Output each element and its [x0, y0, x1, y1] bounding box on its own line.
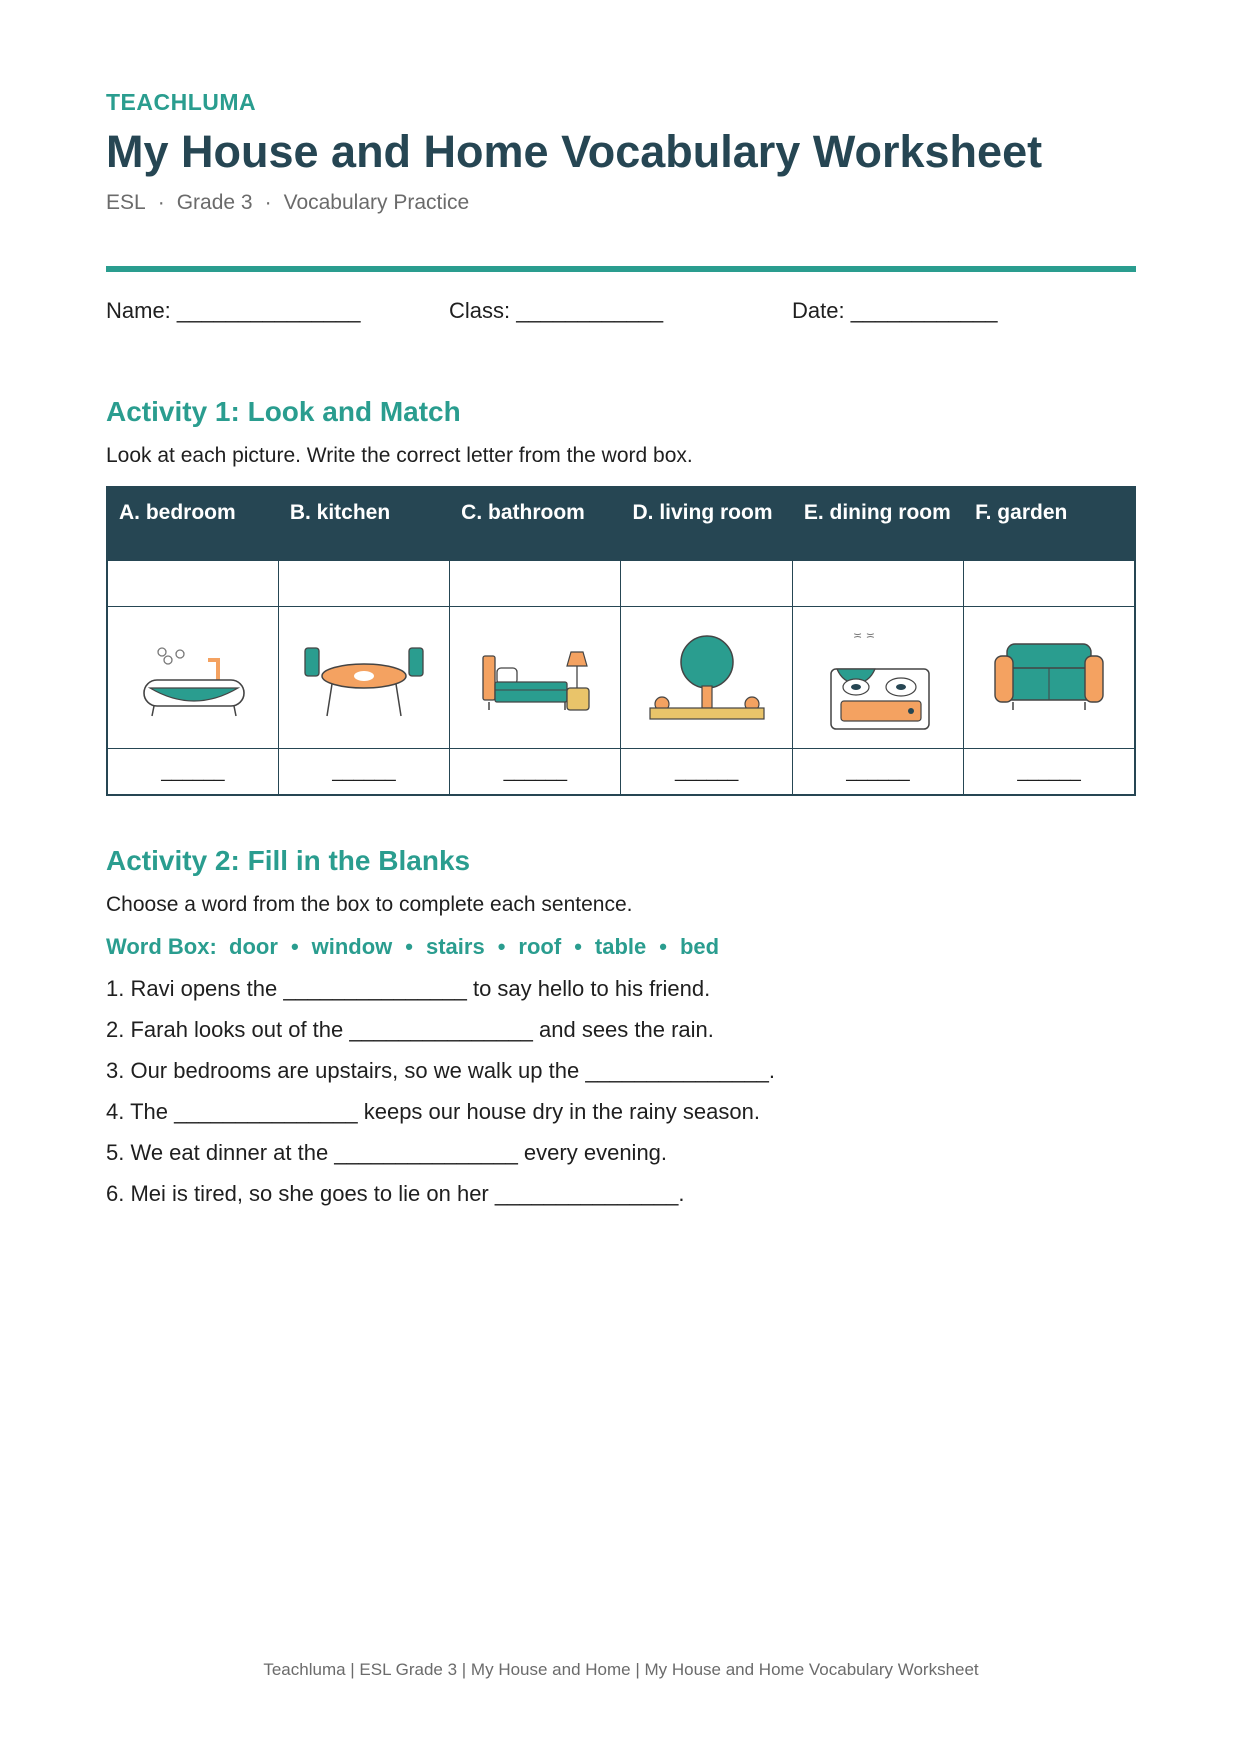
sentence-item: 5. We eat dinner at the _______________ every evening. — [106, 1140, 668, 1165]
column-header: F. garden — [964, 487, 1135, 561]
sentence-item: 6. Mei is tired, so she goes to lie on her _______________. — [106, 1181, 685, 1206]
page-footer: Teachluma | ESL Grade 3 | My House and Home | My House and Home Vocabulary Worksheet — [263, 1660, 979, 1679]
sentence-item: 2. Farah looks out of the _______________ and sees the rain. — [106, 1017, 714, 1042]
tree-icon — [642, 634, 772, 722]
dining-table-icon — [299, 638, 429, 718]
name-field[interactable]: Name: _______________ — [106, 298, 361, 323]
column-header: B. kitchen — [278, 487, 449, 561]
bed-icon — [475, 638, 595, 718]
blank-cell — [621, 561, 792, 607]
picture-cell — [450, 607, 621, 749]
answer-blank[interactable]: ______ — [964, 749, 1135, 796]
picture-cell — [621, 607, 792, 749]
answer-blank[interactable]: ______ — [107, 749, 278, 796]
picture-cell — [964, 607, 1135, 749]
answer-blank[interactable]: ______ — [792, 749, 963, 796]
sentence-item: 4. The _______________ keeps our house dry in the rainy season. — [106, 1099, 760, 1124]
meta-grade: Grade 3 — [176, 191, 253, 214]
svg-text:≍ ≍: ≍ ≍ — [852, 628, 875, 642]
blank-row — [107, 561, 1135, 607]
meta-separator: · — [264, 191, 272, 214]
sofa-icon — [991, 638, 1107, 718]
page-title: My House and Home Vocabulary Worksheet — [106, 126, 1043, 177]
word-box-label: Word Box: — [106, 934, 217, 959]
meta-subject: ESL — [106, 191, 146, 214]
word-item: stairs — [426, 934, 485, 959]
activity2-instruction: Choose a word from the box to complete each sentence. — [106, 893, 633, 916]
activity2-heading: Activity 2: Fill in the Blanks — [106, 845, 471, 876]
answer-row — [107, 749, 1135, 796]
match-table — [106, 486, 1136, 796]
answer-blank[interactable]: ______ — [621, 749, 792, 796]
word-separator: • — [497, 934, 506, 959]
blank-cell — [964, 561, 1135, 607]
word-item: roof — [518, 934, 562, 959]
answer-blank[interactable]: ______ — [278, 749, 449, 796]
meta-topic: Vocabulary Practice — [283, 191, 470, 214]
stove-icon — [823, 625, 933, 731]
word-box — [106, 934, 719, 960]
subtitle-meta — [106, 191, 469, 215]
bathtub-icon — [138, 638, 248, 718]
word-item: window — [311, 934, 393, 959]
picture-cell — [278, 607, 449, 749]
blank-cell — [107, 561, 278, 607]
column-header: A. bedroom — [107, 487, 278, 561]
word-item: bed — [679, 934, 720, 959]
activity1-heading: Activity 1: Look and Match — [106, 396, 461, 427]
column-header: D. living room — [621, 487, 792, 561]
word-separator: • — [659, 934, 667, 959]
answer-blank[interactable]: ______ — [450, 749, 621, 796]
brand-name: TEACHLUMA — [106, 89, 257, 115]
activity1-instruction: Look at each picture. Write the correct letter from the word box. — [106, 444, 693, 467]
picture-cell — [107, 607, 278, 749]
picture-cell — [792, 607, 963, 749]
blank-cell — [450, 561, 621, 607]
class-field[interactable]: Class: ____________ — [449, 298, 664, 323]
column-header: E. dining room — [792, 487, 963, 561]
word-item: table — [594, 934, 647, 959]
blank-cell — [278, 561, 449, 607]
column-header: C. bathroom — [450, 487, 621, 561]
date-field[interactable]: Date: ____________ — [792, 298, 998, 323]
picture-row — [107, 607, 1135, 749]
word-separator: • — [574, 934, 582, 959]
blank-cell — [792, 561, 963, 607]
word-box-row — [107, 487, 1135, 561]
sentence-item: 1. Ravi opens the _______________ to say hello to his friend. — [106, 976, 711, 1001]
word-item: door — [229, 934, 278, 959]
word-separator: • — [405, 934, 413, 959]
meta-separator: · — [157, 191, 165, 214]
word-separator: • — [290, 934, 299, 959]
header-divider — [106, 266, 1136, 272]
sentence-item: 3. Our bedrooms are upstairs, so we walk up the _______________. — [106, 1058, 775, 1083]
